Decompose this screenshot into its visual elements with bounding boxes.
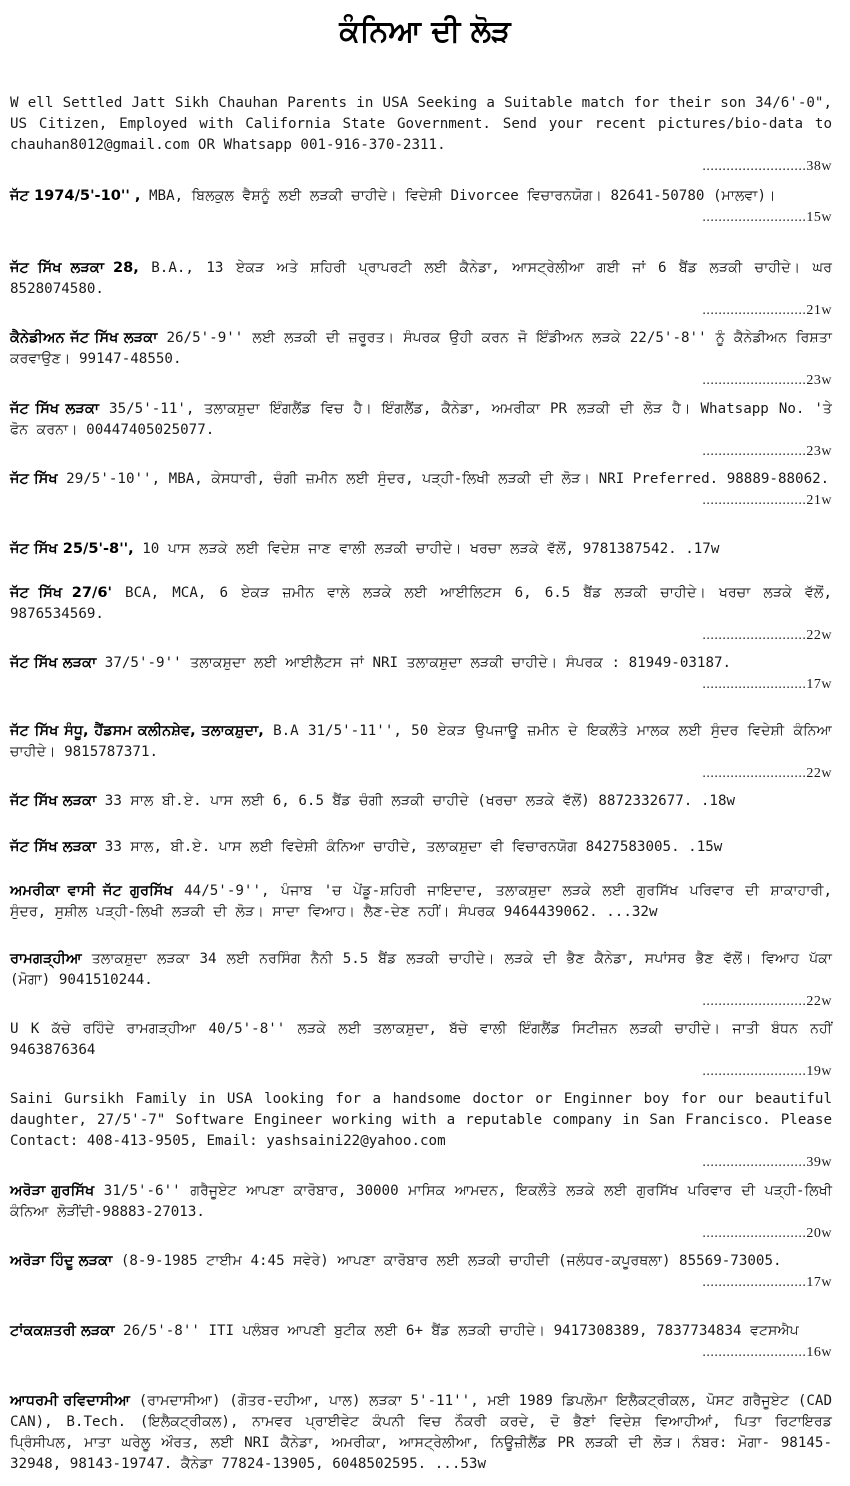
ad-text: U K ਕੱਚੇ ਰਹਿੰਦੇ ਰਾਮਗੜ੍ਹੀਆ 40/5'-8'' ਲੜਕੇ ਲਈ ਤਲਾਕਸ਼ੁਦਾ, ਬੱਚੇ ਵਾਲੀ ਇੰਗਲੈਂਡ ਸਿਟੀਜ਼ਨ ਲੜਕੀ ਚਾਹੀਦੇ। ਜਾਤੀ ਬੰਧਨ ਨਹੀਂ 9463876364 [10, 1021, 832, 1058]
ad-item [10, 652, 832, 695]
ad-word-count: ..........................23w [702, 444, 832, 459]
ad-word-count: ..........................17w [702, 677, 832, 692]
ad-text: 26/5'-8'' ITI ਪਲੰਬਰ ਆਪਣੀ ਬੁਟੀਕ ਲਈ 6+ ਬੈਂਡ ਲੜਕੀ ਚਾਹੀਦੇ। 9417308389, 7837734834 ਵਟਸਐਪ [114, 1323, 799, 1339]
ad-item [10, 582, 832, 646]
ad-lead: ਟਾਂਕਕਸ਼ਤਰੀ ਲੜਕਾ [10, 1322, 115, 1339]
ad-item [10, 1180, 832, 1244]
ad-word-count: ..........................39w [702, 1155, 832, 1170]
ad-text: 10 ਪਾਸ ਲੜਕੇ ਲਈ ਵਿਦੇਸ਼ ਜਾਣ ਵਾਲੀ ਲੜਕੀ ਚਾਹੀਦੇ। ਖਰਚਾ ਲੜਕੇ ਵੱਲੋਂ, 9781387542. .17w [133, 541, 720, 557]
ad-item [10, 327, 832, 391]
ad-item [10, 790, 832, 812]
ad-text: 33 ਸਾਲ, ਬੀ.ਏ. ਪਾਸ ਲਈ ਵਿਦੇਸ਼ੀ ਕੰਨਿਆ ਚਾਹੀਦੇ, ਤਲਾਕਸ਼ੁਦਾ ਵੀ ਵਿਚਾਰਨਯੋਗ 8427583005. .15w [96, 839, 723, 855]
ad-item [10, 398, 832, 462]
ad-word-count: ..........................38w [702, 159, 832, 174]
ad-text: 29/5'-10'', MBA, ਕੇਸਧਾਰੀ, ਚੰਗੀ ਜ਼ਮੀਨ ਲਈ ਸੁੰਦਰ, ਪੜ੍ਹੀ-ਲਿਖੀ ਲੜਕੀ ਦੀ ਲੋੜ। NRI Preferred. 98889-88062. [57, 471, 830, 487]
ad-word-count: ..........................17w [702, 1275, 832, 1290]
ad-lead: ਆਧਰਮੀ ਰਵਿਦਾਸੀਆ [10, 1392, 131, 1409]
ad-text: MBA, ਬਿਲਕੁਲ ਵੈਸ਼ਨੂੰ ਲਈ ਲੜਕੀ ਚਾਹੀਦੇ। ਵਿਦੇਸ਼ੀ Divorcee ਵਿਚਾਰਨਯੋਗ। 82641-50780 (ਮਾਲਵਾ)। [140, 188, 776, 204]
page-title: ਕੰਨਿਆ ਦੀ ਲੋੜ [339, 14, 511, 49]
ad-item [10, 1088, 832, 1173]
ad-text: (8-9-1985 ਟਾਈਮ 4:45 ਸਵੇਰੇ) ਆਪਣਾ ਕਾਰੋਬਾਰ ਲਈ ਲੜਕੀ ਚਾਹੀਦੀ (ਜਲੰਧਰ-ਕਪੂਰਥਲਾ) 85569-73005. [112, 1253, 782, 1269]
ad-lead: ਅਰੋੜਾ ਗੁਰਸਿੱਖ [10, 1182, 95, 1199]
ad-lead: ਜੱਟ 1974/5'-10'' , [10, 187, 141, 204]
ad-word-count: ..........................15w [702, 210, 832, 225]
ad-word-count: ..........................19w [702, 1064, 832, 1079]
ad-word-count: ..........................20w [702, 1226, 832, 1241]
ad-word-count: ..........................16w [702, 1345, 832, 1360]
ad-item [10, 1320, 832, 1363]
ad-text: 33 ਸਾਲ ਬੀ.ਏ. ਪਾਸ ਲਈ 6, 6.5 ਬੈਂਡ ਚੰਗੀ ਲੜਕੀ ਚਾਹੀਦੇ (ਖਰਚਾ ਲੜਕੇ ਵੱਲੋਂ) 8872332677. .18w [96, 793, 736, 809]
ad-word-count: ..........................23w [702, 373, 832, 388]
ad-word-count: ..........................21w [702, 303, 832, 318]
ad-item [10, 92, 832, 177]
ad-lead: ਕੈਨੇਡੀਅਨ ਜੱਟ ਸਿੱਖ ਲੜਕਾ [10, 329, 158, 346]
ad-text: B.A 31/5'-11'', 50 ਏਕੜ ਉਪਜਾਊ ਜ਼ਮੀਨ ਦੇ ਇਕਲੌਤੇ ਮਾਲਕ ਲਈ ਸੁੰਦਰ ਵਿਦੇਸ਼ੀ ਕੰਨਿਆ ਚਾਹੀਦੇ। 9815787371. [10, 723, 832, 760]
ad-lead: ਜੱਟ ਸਿੱਖ 27/6' [10, 584, 112, 601]
ad-word-count: ..........................22w [702, 628, 832, 643]
ad-lead: ਜੱਟ ਸਿੱਖ ਲੜਕਾ [10, 654, 97, 671]
ad-lead: ਜੱਟ ਸਿੱਖ ਲੜਕਾ [10, 400, 100, 417]
ad-lead: ਅਮਰੀਕਾ ਵਾਸੀ ਜੱਟ ਗੁਰਸਿੱਖ [10, 882, 173, 899]
ad-text: 26/5'-9'' ਲਈ ਲੜਕੀ ਦੀ ਜ਼ਰੂਰਤ। ਸੰਪਰਕ ਉਹੀ ਕਰਨ ਜੋ ਇੰਡੀਅਨ ਲੜਕੇ 22/5'-8'' ਨੂੰ ਕੈਨੇਡੀਅਨ ਰਿਸ਼ਤਾ ਕਰਵਾਉਣ। 99147-48550. [10, 330, 832, 367]
ad-lead: ਜੱਟ ਸਿੱਖ ਸੰਧੂ, ਹੈਂਡਸਮ ਕਲੀਨਸ਼ੇਵ, ਤਲਾਕਸ਼ੁਦਾ, [10, 722, 264, 739]
ad-text: 44/5'-9'', ਪੰਜਾਬ 'ਚ ਪੇਂਡੂ-ਸ਼ਹਿਰੀ ਜਾਇਦਾਦ, ਤਲਾਕਸ਼ੁਦਾ ਲੜਕੇ ਲਈ ਗੁਰਸਿੱਖ ਪਰਿਵਾਰ ਦੀ ਸ਼ਾਕਾਹਾਰੀ, ਸੁੰਦਰ, ਸੁਸ਼ੀਲ ਪੜ੍ਹੀ-ਲਿਖੀ ਲੜਕੀ ਦੀ ਲੋੜ। ਸਾਦਾ ਵਿਆਹ। ਲੈਣ-ਦੇਣ ਨਹੀਂ। ਸੰਪਰਕ 9464439062. ...32w [10, 883, 832, 920]
ad-lead: ਜੱਟ ਸਿੱਖ ਲੜਕਾ 28, [10, 259, 139, 276]
ad-text: B.A., 13 ਏਕੜ ਅਤੇ ਸ਼ਹਿਰੀ ਪ੍ਰਾਪਰਟੀ ਲਈ ਕੈਨੇਡਾ, ਆਸਟ੍ਰੇਲੀਆ ਗਈ ਜਾਂ 6 ਬੈਂਡ ਲੜਕੀ ਚਾਹੀਦੇ। ਘਰ 8528074580. [10, 260, 832, 297]
ad-item [10, 468, 832, 511]
ad-item [10, 538, 832, 560]
ad-item [10, 1250, 832, 1293]
ad-lead: ਰਾਮਗੜ੍ਹੀਆ [10, 950, 82, 967]
ad-item [10, 948, 832, 1012]
ad-text: 37/5'-9'' ਤਲਾਕਸ਼ੁਦਾ ਲਈ ਆਈਲੈਟਸ ਜਾਂ NRI ਤਲਾਕਸ਼ੁਦਾ ਲੜਕੀ ਚਾਹੀਦੇ। ਸੰਪਰਕ : 81949-03187. [96, 655, 732, 671]
ad-text: (ਰਾਮਦਾਸੀਆ) (ਗੋਤਰ-ਦਹੀਆ, ਪਾਲ) ਲੜਕਾ 5'-11'', ਮਈ 1989 ਡਿਪਲੋਮਾ ਇਲੈਕਟ੍ਰੀਕਲ, ਪੋਸਟ ਗਰੈਜੂਏਟ (CAD CAN), B.Tech. (ਇਲੈਕਟ੍ਰੀਕਲ), ਨਾਮਵਰ ਪ੍ਰਾਈਵੇਟ ਕੰਪਨੀ ਵਿਚ ਨੌਕਰੀ ਕਰਦੇ, ਦੋ ਭੈਣਾਂ ਵਿਦੇਸ਼ ਵਿਆਹੀਆਂ, ਪਿਤਾ ਰਿਟਾਇਰਡ ਪ੍ਰਿੰਸੀਪਲ, ਮਾਤਾ ਘਰੇਲੂ ਔਰਤ, ਲਈ NRI ਕੈਨੇਡਾ, ਅਮਰੀਕਾ, ਆਸਟ੍ਰੇਲੀਆ, ਨਿਊਜ਼ੀਲੈਂਡ PR ਲੜਕੀ ਦੀ ਲੋੜ। ਨੰਬਰ: ਮੋਗਾ- 98145-32948, 98143-19747. ਕੈਨੇਡਾ 77824-13905, 6048502595. ...53w [10, 1393, 832, 1472]
ad-lead: ਅਰੋੜਾ ਹਿੰਦੂ ਲੜਕਾ [10, 1252, 113, 1269]
ad-item [10, 1018, 832, 1082]
ad-item [10, 880, 832, 923]
ad-lead: ਜੱਟ ਸਿੱਖ ਲੜਕਾ [10, 792, 97, 809]
ad-word-count: ..........................22w [702, 994, 832, 1009]
ad-item [10, 836, 832, 858]
ad-text: 31/5'-6'' ਗਰੈਜੂਏਟ ਆਪਣਾ ਕਾਰੋਬਾਰ, 30000 ਮਾਸਿਕ ਆਮਦਨ, ਇਕਲੌਤੇ ਲੜਕੇ ਲਈ ਗੁਰਸਿੱਖ ਪਰਿਵਾਰ ਦੀ ਪੜ੍ਹੀ-ਲਿਖੀ ਕੰਨਿਆ ਲੋੜੀਂਦੀ-98883-27013. [10, 1183, 833, 1220]
ad-text: ਤਲਾਕਸ਼ੁਦਾ ਲੜਕਾ 34 ਲਈ ਨਰਸਿੰਗ ਨੈਨੀ 5.5 ਬੈਂਡ ਲੜਕੀ ਚਾਹੀਦੇ। ਲੜਕੇ ਦੀ ਭੈਣ ਕੈਨੇਡਾ, ਸਪਾਂਸਰ ਭੈਣ ਵੱਲੋਂ। ਵਿਆਹ ਪੱਕਾ (ਮੋਗਾ) 9041510244. [10, 951, 832, 988]
ad-item [10, 185, 832, 228]
ad-text: 35/5'-11', ਤਲਾਕਸ਼ੁਦਾ ਇੰਗਲੈਂਡ ਵਿਚ ਹੈ। ਇੰਗਲੈਂਡ, ਕੈਨੇਡਾ, ਅਮਰੀਕਾ PR ਲੜਕੀ ਦੀ ਲੋੜ ਹੈ। Whatsapp No. 'ਤੇ ਫੋਨ ਕਰਨਾ। 00447405025077. [10, 401, 832, 438]
ad-item [10, 1390, 832, 1475]
ad-item [10, 257, 832, 321]
ad-word-count: ..........................21w [702, 493, 832, 508]
ad-text: W ell Settled Jatt Sikh Chauhan Parents in USA Seeking a Suitable match for their son 34/6'-0", US Citizen, Employed with California State Government. Send your recent pictures/bio-data to chauhan8012@gmail.com OR Whatsapp 001-916-370-2311. [10, 95, 832, 153]
ad-word-count: ..........................22w [702, 766, 832, 781]
ad-text: BCA, MCA, 6 ਏਕੜ ਜ਼ਮੀਨ ਵਾਲੇ ਲੜਕੇ ਲਈ ਆਈਲਿਟਸ 6, 6.5 ਬੈਂਡ ਲੜਕੀ ਚਾਹੀਦੇ। ਖਰਚਾ ਲੜਕੇ ਵੱਲੋਂ, 9876534569. [10, 585, 832, 622]
ad-text: Saini Gursikh Family in USA looking for a handsome doctor or Enginner boy for our beautiful daughter, 27/5'-7" Software Engineer working with a reputable company in San Francisco. Please Contact: 408-413-9505, Email: yashsaini22@yahoo.com [10, 1091, 832, 1149]
ad-lead: ਜੱਟ ਸਿੱਖ ਲੜਕਾ [10, 838, 97, 855]
ad-lead: ਜੱਟ ਸਿੱਖ [10, 470, 58, 487]
ad-item [10, 720, 832, 784]
ad-lead: ਜੱਟ ਸਿੱਖ 25/5'-8'', [10, 540, 134, 557]
